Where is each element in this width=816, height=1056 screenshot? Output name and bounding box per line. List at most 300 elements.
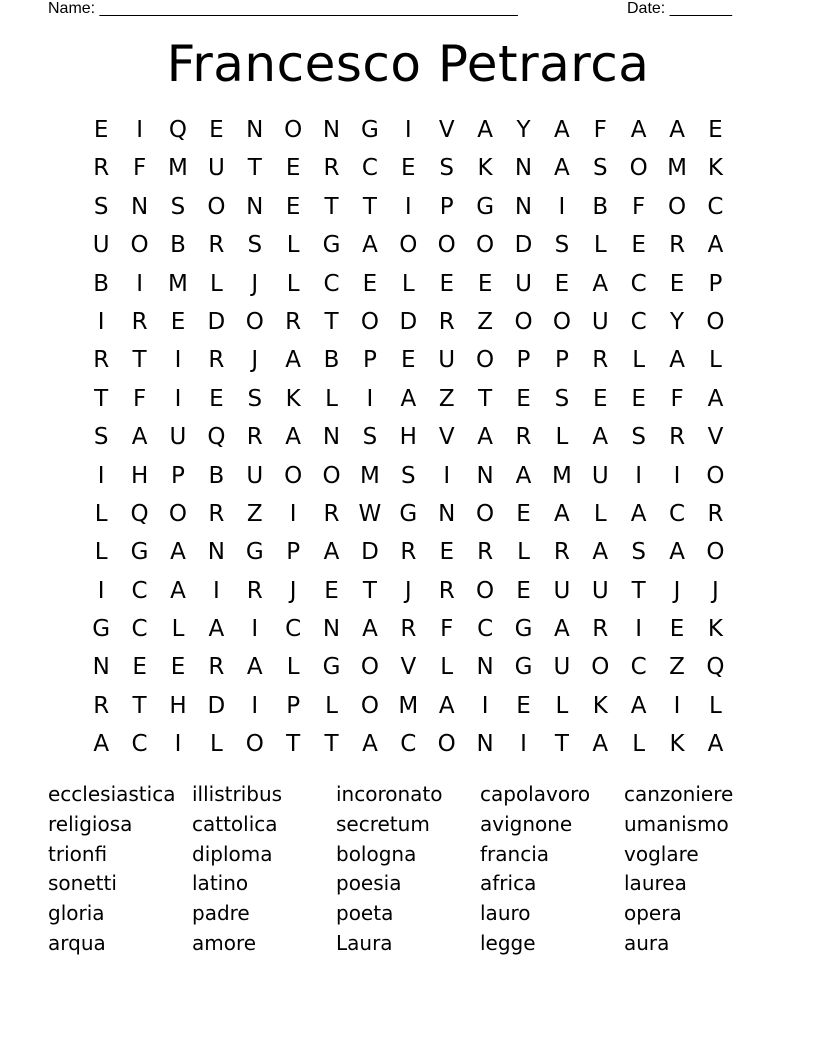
word-bank-item: avignone [480, 811, 573, 836]
grid-letter: M [551, 462, 572, 489]
grid-letter: T [554, 731, 569, 758]
word-bank-item: aura [624, 930, 670, 955]
grid-letter: U [246, 462, 264, 489]
grid-row [82, 687, 735, 725]
grid-letter: T [286, 731, 301, 758]
grid-letter: E [439, 270, 454, 297]
grid-letter: O [629, 155, 648, 182]
grid-letter: B [170, 232, 186, 259]
grid-letter: N [130, 193, 149, 220]
word-bank-item: illistribus [192, 782, 283, 806]
grid-letter: S [592, 155, 608, 182]
grid-letter: O [591, 654, 610, 681]
grid-letter: I [174, 385, 182, 412]
grid-letter: O [245, 308, 264, 335]
grid-letter: O [552, 308, 571, 335]
word-bank-item: arqua [48, 930, 106, 955]
grid-letter: N [322, 424, 341, 451]
grid-letter: P [439, 193, 454, 220]
word-bank-item: poesia [336, 871, 402, 896]
grid-letter: S [362, 424, 378, 451]
grid-letter: T [132, 347, 147, 374]
grid-letter: A [630, 692, 647, 719]
grid-letter: B [323, 347, 340, 374]
grid-row [82, 533, 735, 571]
grid-letter: O [168, 500, 188, 527]
word-bank-item: capolavoro [480, 782, 591, 806]
grid-letter: O [476, 577, 495, 604]
grid-letter: N [246, 117, 264, 143]
grid-letter: R [592, 616, 609, 643]
grid-letter: R [323, 500, 340, 527]
grid-letter: L [593, 232, 607, 259]
grid-letter: R [93, 347, 110, 374]
grid-letter: R [208, 500, 225, 527]
word-bank-item: Laura [336, 930, 393, 955]
word-bank-item: voglare [624, 841, 699, 866]
grid-letter: R [208, 654, 225, 681]
grid-letter: N [322, 616, 341, 643]
grid-letter: I [174, 347, 182, 374]
grid-row [82, 303, 735, 341]
grid-letter: T [324, 731, 339, 758]
grid-letter: U [591, 577, 609, 604]
grid-letter: L [286, 270, 300, 297]
grid-letter: E [708, 117, 723, 143]
grid-letter: I [97, 577, 105, 604]
grid-letter: A [669, 117, 685, 143]
grid-letter: D [207, 308, 226, 335]
grid-letter: I [97, 308, 105, 335]
grid-letter: L [401, 270, 415, 297]
grid-letter: O [130, 232, 149, 259]
grid-letter: I [520, 731, 527, 758]
grid-letter: G [130, 539, 149, 566]
grid-letter: L [286, 232, 300, 259]
grid-letter: O [476, 232, 495, 259]
grid-letter: R [93, 155, 110, 182]
grid-letter: F [440, 616, 454, 643]
grid-letter: Y [516, 117, 531, 143]
grid-letter: A [554, 155, 570, 182]
grid-row [82, 418, 735, 456]
grid-letter: O [360, 308, 379, 335]
grid-letter: R [131, 308, 148, 335]
word-bank-item: religiosa [48, 811, 133, 836]
grid-letter: G [245, 539, 264, 566]
grid-letter: I [136, 117, 143, 143]
grid-letter: N [476, 654, 494, 681]
grid-letter: I [443, 462, 451, 489]
grid-letter: A [592, 270, 609, 297]
grid-letter: A [707, 232, 724, 259]
grid-letter: R [208, 232, 225, 259]
grid-letter: J [251, 347, 259, 374]
grid-letter: M [398, 692, 419, 719]
grid-row [82, 341, 735, 379]
grid-letter: A [592, 731, 609, 758]
grid-row [82, 380, 735, 418]
grid-letter: V [707, 424, 724, 451]
grid-letter: B [592, 193, 609, 220]
grid-letter: O [706, 539, 725, 566]
grid-letter: T [478, 385, 493, 412]
grid-letter: T [362, 577, 377, 604]
grid-letter: A [477, 117, 493, 143]
grid-letter: E [631, 232, 646, 259]
grid-letter: L [517, 539, 530, 566]
grid-letter: L [325, 385, 338, 412]
grid-letter: E [209, 385, 224, 412]
grid-letter: G [476, 193, 495, 220]
grid-letter: O [437, 731, 456, 758]
grid-letter: L [709, 347, 722, 374]
grid-letter: I [635, 462, 643, 489]
grid-letter: A [170, 539, 186, 566]
grid-letter: O [284, 117, 303, 143]
grid-letter: C [707, 193, 724, 220]
grid-letter: N [514, 193, 533, 220]
grid-letter: E [401, 155, 416, 182]
grid-letter: U [591, 462, 609, 489]
grid-letter: C [630, 654, 647, 681]
grid-letter: P [708, 270, 723, 297]
grid-letter: R [707, 500, 724, 527]
grid-letter: L [325, 692, 338, 719]
grid-letter: L [171, 616, 185, 643]
word-bank-item: umanismo [624, 811, 729, 836]
grid-letter: B [208, 462, 225, 489]
grid-letter: P [286, 539, 301, 566]
grid-letter: G [361, 117, 379, 143]
grid-letter: E [631, 385, 646, 412]
grid-letter: E [516, 692, 531, 719]
grid-letter: R [323, 155, 340, 182]
grid-row [82, 149, 735, 187]
grid-letter: C [630, 308, 647, 335]
word-bank-item: laurea [624, 871, 687, 896]
grid-letter: Z [669, 654, 685, 681]
grid-letter: U [591, 308, 609, 335]
grid-letter: R [246, 424, 263, 451]
grid-letter: A [669, 539, 685, 566]
word-bank-item: gloria [48, 901, 105, 926]
grid-letter: E [477, 270, 493, 297]
grid-letter: J [673, 577, 681, 604]
grid-letter: I [558, 193, 566, 220]
grid-letter: A [592, 539, 609, 566]
grid-letter: A [362, 616, 378, 643]
grid-letter: T [324, 193, 339, 220]
grid-letter: F [593, 117, 607, 143]
grid-letter: A [630, 500, 647, 527]
grid-letter: K [592, 692, 608, 719]
grid-letter: I [136, 270, 143, 297]
grid-letter: G [322, 232, 341, 259]
grid-letter: L [94, 500, 108, 527]
grid-letter: O [668, 193, 687, 220]
grid-letter: O [514, 308, 533, 335]
name-field-label: Name: _______________________________________________ [48, 0, 518, 17]
grid-letter: P [171, 462, 185, 489]
grid-letter: O [706, 308, 725, 335]
grid-letter: F [632, 193, 646, 220]
grid-letter: N [514, 155, 533, 182]
grid-letter: P [362, 347, 377, 374]
grid-letter: A [707, 385, 724, 412]
grid-letter: E [285, 193, 301, 220]
grid-letter: U [438, 347, 456, 374]
grid-letter: H [399, 424, 417, 451]
grid-letter: R [477, 539, 494, 566]
grid-letter: J [712, 577, 719, 604]
grid-letter: I [673, 462, 681, 489]
grid-letter: C [669, 500, 686, 527]
grid-letter: K [477, 155, 493, 182]
word-bank-item: latino [192, 871, 249, 896]
grid-row [82, 188, 735, 226]
grid-letter: C [323, 270, 340, 297]
grid-letter: G [514, 616, 533, 643]
grid-letter: I [97, 462, 105, 489]
grid-letter: F [132, 155, 147, 182]
grid-letter: U [553, 654, 571, 681]
grid-letter: W [358, 500, 382, 527]
grid-letter: A [323, 539, 340, 566]
grid-letter: C [131, 616, 148, 643]
grid-letter: R [438, 577, 455, 604]
grid-letter: V [438, 424, 455, 451]
grid-letter: E [132, 654, 147, 681]
grid-letter: H [130, 462, 149, 489]
word-bank-item: opera [624, 901, 682, 926]
grid-letter: N [92, 654, 110, 681]
grid-letter: Z [438, 385, 455, 412]
grid-letter: L [593, 500, 607, 527]
grid-letter: T [324, 308, 339, 335]
grid-letter: J [251, 270, 259, 297]
grid-letter: U [169, 424, 187, 451]
word-bank-item: ecclesiastica [48, 782, 176, 806]
grid-letter: D [514, 232, 533, 259]
grid-letter: N [207, 539, 225, 566]
grid-letter: A [131, 424, 148, 451]
grid-letter: I [481, 692, 489, 719]
grid-letter: E [170, 654, 186, 681]
grid-row [82, 648, 735, 686]
grid-letter: D [207, 692, 226, 719]
grid-letter: V [438, 117, 455, 143]
grid-letter: U [207, 155, 225, 182]
grid-letter: H [169, 692, 187, 719]
grid-letter: K [285, 385, 301, 412]
grid-letter: N [246, 193, 264, 220]
grid-letter: S [247, 385, 263, 412]
grid-letter: I [174, 731, 182, 758]
grid-letter: O [437, 232, 456, 259]
grid-letter: A [477, 424, 493, 451]
grid-letter: N [476, 462, 494, 489]
grid-row [82, 457, 735, 495]
grid-letter: E [362, 270, 378, 297]
grid-letter: R [285, 308, 302, 335]
grid-row [82, 111, 735, 149]
grid-letter: L [209, 731, 223, 758]
grid-letter: M [360, 462, 380, 489]
grid-letter: K [669, 731, 685, 758]
word-bank-item: incoronato [336, 782, 443, 806]
grid-letter: L [209, 270, 223, 297]
grid-letter: F [132, 385, 147, 412]
grid-letter: O [706, 462, 725, 489]
grid-letter: S [247, 232, 263, 259]
grid-letter: I [404, 193, 412, 220]
word-bank-item: secretum [336, 811, 430, 836]
grid-letter: C [400, 731, 417, 758]
grid-letter: O [399, 232, 418, 259]
grid-letter: E [170, 308, 186, 335]
grid-letter: I [404, 117, 412, 143]
grid-letter: L [94, 539, 108, 566]
grid-letter: S [93, 193, 109, 220]
word-bank-item: bologna [336, 841, 417, 866]
grid-letter: A [554, 117, 570, 143]
grid-letter: A [246, 654, 263, 681]
grid-letter: N [438, 500, 456, 527]
grid-letter: E [669, 270, 685, 297]
grid-letter: C [477, 616, 494, 643]
grid-letter: S [439, 155, 455, 182]
grid-letter: D [361, 539, 379, 566]
grid-letter: Y [670, 308, 685, 335]
grid-letter: T [247, 155, 262, 182]
grid-letter: A [285, 424, 302, 451]
grid-letter: R [400, 616, 417, 643]
word-bank [48, 780, 768, 959]
grid-letter: R [553, 539, 570, 566]
grid-letter: P [516, 347, 531, 374]
grid-letter: I [212, 577, 220, 604]
grid-letter: L [632, 347, 646, 374]
grid-letter: R [208, 347, 225, 374]
grid-row [82, 725, 735, 763]
grid-letter: G [322, 654, 341, 681]
grid-letter: S [401, 462, 416, 489]
word-bank-item: trionfi [48, 841, 108, 866]
grid-letter: O [322, 462, 341, 489]
grid-row [82, 226, 735, 264]
date-field-label: Date: _______ [627, 0, 732, 17]
grid-letter: E [669, 616, 685, 643]
grid-letter: U [92, 232, 110, 259]
grid-letter: R [669, 232, 686, 259]
grid-letter: S [93, 424, 109, 451]
grid-letter: R [515, 424, 532, 451]
word-bank-item: padre [192, 901, 250, 926]
grid-letter: A [170, 577, 186, 604]
grid-letter: M [667, 155, 687, 182]
grid-letter: K [707, 616, 723, 643]
grid-letter: A [208, 616, 225, 643]
grid-letter: P [554, 347, 569, 374]
grid-letter: U [553, 577, 571, 604]
grid-row [82, 610, 735, 648]
grid-letter: E [439, 539, 454, 566]
grid-letter: I [289, 500, 297, 527]
grid-letter: R [400, 539, 417, 566]
grid-letter: O [284, 462, 303, 489]
grid-letter: C [285, 616, 302, 643]
grid-letter: S [554, 385, 570, 412]
word-bank-item: lauro [480, 901, 531, 926]
word-bank-item: sonetti [48, 871, 117, 896]
grid-letter: C [630, 270, 647, 297]
word-bank-item: cattolica [192, 811, 278, 836]
grid-letter: A [515, 462, 532, 489]
grid-letter: Z [477, 308, 493, 335]
grid-letter: O [360, 692, 379, 719]
grid-letter: A [554, 500, 570, 527]
grid-row [82, 265, 735, 303]
grid-letter: O [360, 654, 379, 681]
grid-letter: A [707, 731, 724, 758]
grid-letter: C [361, 155, 378, 182]
grid-letter: E [285, 155, 301, 182]
grid-letter: A [93, 731, 110, 758]
grid-letter: D [399, 308, 418, 335]
grid-letter: O [207, 193, 226, 220]
grid-letter: A [669, 347, 685, 374]
page-title: Francesco Petrarca [166, 35, 650, 93]
grid-letter: I [251, 692, 259, 719]
grid-letter: T [94, 385, 109, 412]
grid-letter: S [170, 193, 186, 220]
grid-letter: S [631, 424, 646, 451]
word-search-grid [82, 111, 735, 764]
grid-letter: R [592, 347, 609, 374]
grid-letter: T [362, 193, 377, 220]
grid-letter: O [476, 500, 495, 527]
grid-letter: E [516, 500, 531, 527]
word-bank-item: africa [480, 871, 537, 896]
grid-letter: A [362, 731, 378, 758]
grid-row [82, 495, 735, 533]
grid-letter: A [400, 385, 417, 412]
grid-letter: S [554, 232, 570, 259]
grid-letter: E [516, 577, 531, 604]
grid-letter: K [707, 155, 723, 182]
grid-letter: G [399, 500, 418, 527]
word-bank-item: francia [480, 841, 550, 866]
word-bank-item: canzoniere [624, 782, 734, 806]
grid-letter: S [631, 539, 646, 566]
word-bank-item: diploma [192, 841, 273, 866]
grid-letter: U [515, 270, 532, 297]
grid-letter: E [93, 117, 109, 143]
grid-letter: E [554, 270, 570, 297]
grid-letter: F [670, 385, 684, 412]
grid-letter: I [251, 616, 259, 643]
grid-letter: J [404, 577, 412, 604]
grid-letter: G [514, 654, 533, 681]
grid-letter: O [476, 347, 495, 374]
grid-letter: C [131, 731, 148, 758]
grid-letter: O [245, 731, 264, 758]
grid-letter: E [593, 385, 608, 412]
grid-letter: I [635, 616, 643, 643]
grid-letter: L [709, 692, 722, 719]
grid-letter: G [92, 616, 111, 643]
